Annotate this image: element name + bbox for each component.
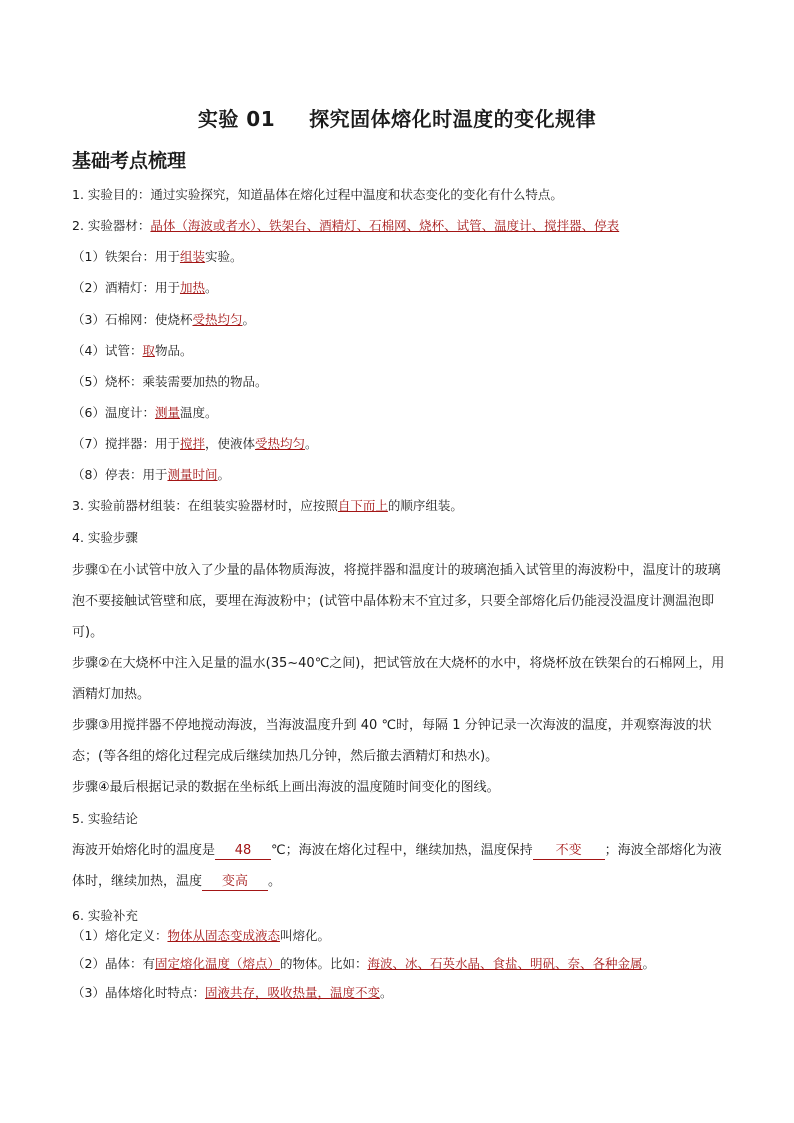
conclusion-text-1: 海波开始熔化时的温度是 (72, 843, 216, 858)
assembly-line (72, 496, 463, 516)
step-4: 步骤④最后根据记录的数据在坐标纸上画出海波的温度随时间变化的图线。 (72, 780, 500, 795)
stirrer-answer: 搅拌 (179, 436, 205, 451)
assembly-label: 3. 实验前器材组装：在组装实验器材时，应按照 (72, 498, 338, 513)
stopwatch-answer: 测量时间 (167, 467, 218, 482)
gauze-label: （3）石棉网：使烧杯 (72, 312, 193, 327)
stirrer-tail: 。 (305, 436, 318, 451)
crystal-mid: 的物体。比如： (279, 956, 368, 971)
melting-definition-answer: 物体从固态变成液态 (167, 928, 280, 943)
crystal-feature-tail: 。 (379, 985, 393, 1000)
experiment-number: 实验 01 (197, 107, 276, 131)
crystal-examples: 海波、冰、石英水晶、食盐、明矾、奈、各种金属 (367, 956, 643, 971)
conclusion-heading: 5. 实验结论 (72, 811, 138, 826)
crystal-feature-label: （3）晶体熔化时特点： (72, 985, 205, 1000)
conclusion-paragraph (72, 835, 727, 897)
melting-point-blank: 48 (215, 843, 271, 860)
stirrer-line (72, 434, 318, 454)
lamp-line (72, 278, 218, 298)
crystal-feature-answer: 固液共存，吸收热量，温度不变 (204, 985, 380, 1000)
crystal-feature-line (72, 983, 393, 1003)
experiment-title: 探究固体熔化时温度的变化规律 (309, 107, 597, 131)
stopwatch-line (72, 465, 230, 485)
stand-answer: 组装 (179, 249, 205, 264)
stand-label: （1）铁架台：用于 (72, 249, 180, 264)
tube-tail: 物品。 (154, 343, 193, 358)
crystal-label: （2）晶体：有 (72, 956, 155, 971)
assembly-answer: 自下而上 (337, 498, 388, 513)
melting-definition-label: （1）熔化定义： (72, 928, 168, 943)
conclusion-text-4: 。 (268, 874, 282, 889)
stirrer-answer-2: 受热均匀 (255, 436, 306, 451)
gauze-answer: 受热均匀 (192, 312, 243, 327)
temperature-unchanged-blank: 不变 (533, 843, 605, 860)
lamp-tail: 。 (204, 280, 218, 295)
thermometer-label: （6）温度计： (72, 405, 155, 420)
stand-line (72, 247, 243, 267)
thermometer-answer: 测量 (154, 405, 180, 420)
lamp-label: （2）酒精灯：用于 (72, 280, 180, 295)
crystal-tail: 。 (642, 956, 656, 971)
step-3: 步骤③用搅拌器不停地搅动海波，当海波温度升到 40 ℃时，每隔 1 分钟记录一次海波的温度，并观察海波的状态；(等各组的熔化过程完成后继续加热几分钟，然后撤去酒精灯和热水)。 (72, 718, 712, 764)
crystal-answer: 固定熔化温度（熔点） (154, 956, 280, 971)
steps-heading: 4. 实验步骤 (72, 530, 138, 545)
conclusion-text-3: ；海波全部熔化为液体时，继续加热，温度 (72, 843, 722, 889)
gauze-line (72, 310, 255, 330)
equipment-label: 2. 实验器材： (72, 218, 151, 233)
tube-line (72, 341, 192, 361)
stopwatch-label: （8）停表：用于 (72, 467, 168, 482)
melting-definition-line (72, 926, 330, 946)
step-1: 步骤①在小试管中放入了少量的晶体物质海波，将搅拌器和温度计的玻璃泡插入试管里的海波粉中，温度计的玻璃泡不要接触试管壁和底，要埋在海波粉中；(试管中晶体粉末不宜过多，只要全部熔化后仍能浸没温度计测温泡即可)。 (72, 563, 721, 640)
section-heading: 基础考点梳理 (72, 150, 187, 172)
beaker-line: （5）烧杯：乘装需要加热的物品。 (72, 374, 268, 389)
gauze-tail: 。 (242, 312, 255, 327)
supplement-heading: 6. 实验补充 (72, 908, 138, 923)
stirrer-label: （7）搅拌器：用于 (72, 436, 180, 451)
tube-label: （4）试管： (72, 343, 143, 358)
thermometer-line (72, 403, 218, 423)
lamp-answer: 加热 (179, 280, 205, 295)
assembly-tail: 的顺序组装。 (387, 498, 463, 513)
stirrer-mid: ，使液体 (204, 436, 255, 451)
equipment-line (72, 216, 619, 236)
crystal-line (72, 954, 655, 974)
conclusion-text-2: ℃；海波在熔化过程中，继续加热，温度保持 (271, 843, 533, 858)
thermometer-tail: 温度。 (179, 405, 218, 420)
tube-answer: 取 (142, 343, 155, 358)
stopwatch-tail: 。 (217, 467, 230, 482)
step-2: 步骤②在大烧杯中注入足量的温水(35~40℃之间)，把试管放在大烧杯的水中，将烧杯放在铁架台的石棉网上，用酒精灯加热。 (72, 656, 725, 702)
equipment-answer: 晶体（海波或者水）、铁架台、酒精灯、石棉网、烧杯、试管、温度计、搅拌器、停表 (150, 218, 620, 233)
purpose-line: 1. 实验目的：通过实验探究，知道晶体在熔化过程中温度和状态变化的变化有什么特点。 (72, 187, 563, 202)
page-title (0, 103, 794, 132)
temperature-rises-blank: 变高 (202, 874, 268, 891)
stand-tail: 实验。 (204, 249, 243, 264)
melting-definition-tail: 叫熔化。 (279, 928, 330, 943)
